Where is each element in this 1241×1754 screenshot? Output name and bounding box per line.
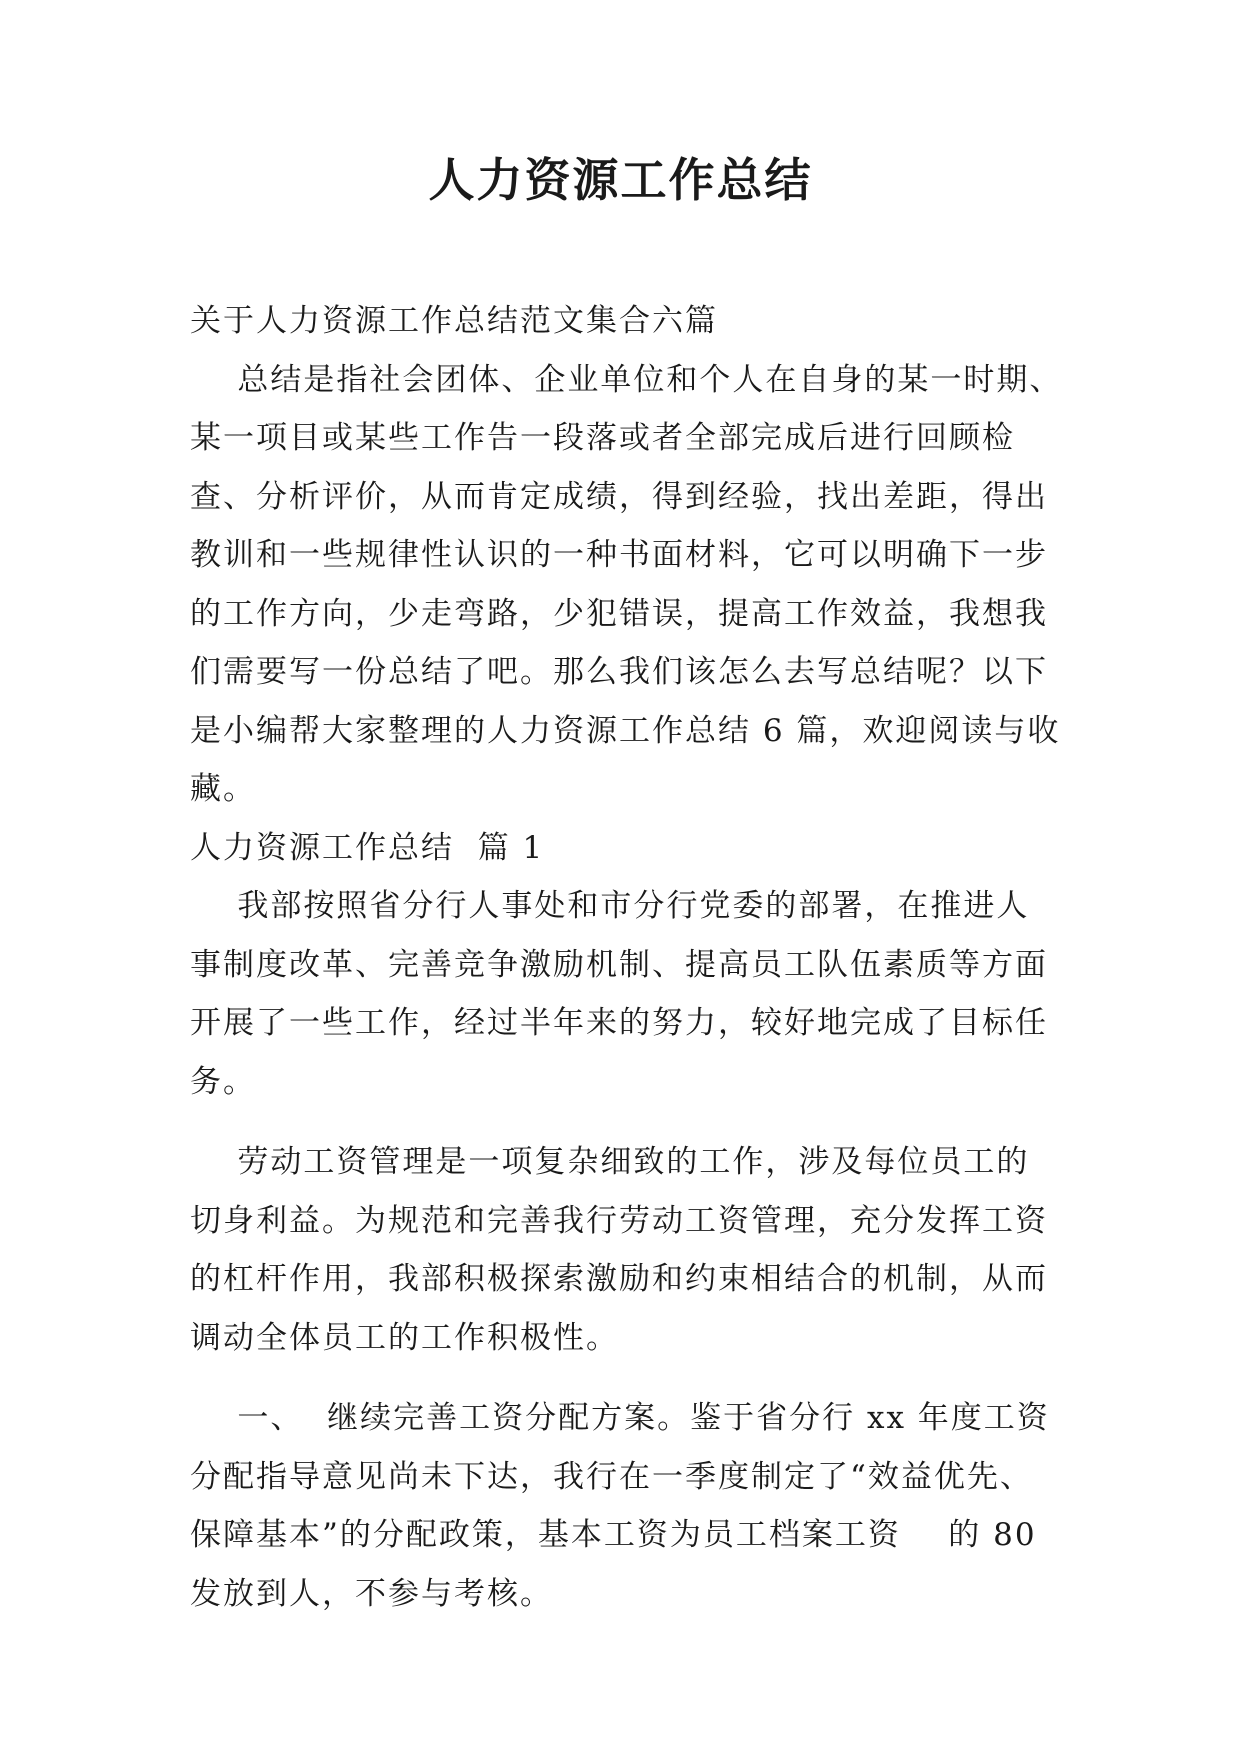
section-heading: 人力资源工作总结 篇 1	[190, 829, 545, 866]
paragraph-line: 一、 继续完善工资分配方案。鉴于省分行 xx 年度工资	[190, 1400, 1050, 1436]
document-title: 人力资源工作总结	[428, 153, 813, 207]
paragraph-line: 保障基本”的分配政策，基本工资为员工档案工资 的 80	[190, 1517, 1037, 1553]
paragraph-line: 的工作方向，少走弯路，少犯错误，提高工作效益，我想我	[190, 595, 1048, 632]
paragraph-line: 劳动工资管理是一项复杂细致的工作，涉及每位员工的	[190, 1144, 1030, 1180]
paragraph-line: 藏。	[190, 771, 256, 807]
paragraph-spacer	[190, 1111, 1060, 1133]
paragraph-line: 查、分析评价，从而肯定成绩，得到经验，找出差距，得出	[190, 478, 1048, 515]
paragraph-line: 是小编帮大家整理的人力资源工作总结 6 篇，欢迎阅读与收	[190, 712, 1061, 749]
paragraph-line: 开展了一些工作，经过半年来的努力，较好地完成了目标任	[190, 1005, 1048, 1041]
paragraph-line: 分配指导意见尚未下达，我行在一季度制定了“效益优先、	[190, 1458, 1033, 1495]
paragraph-line: 发放到人，不参与考核。	[190, 1575, 553, 1612]
subtitle-line: 关于人力资源工作总结范文集合六篇	[190, 303, 718, 339]
document-body	[190, 292, 1063, 1623]
paragraph-line: 总结是指社会团体、企业单位和个人在自身的某一时期、	[190, 361, 1063, 398]
paragraph-spacer	[190, 1367, 1060, 1389]
paragraph-line: 某一项目或某些工作告一段落或者全部完成后进行回顾检	[190, 420, 1015, 456]
paragraph-line: 事制度改革、完善竞争激励机制、提高员工队伍素质等方面	[190, 946, 1048, 983]
paragraph-line: 务。	[190, 1063, 256, 1100]
paragraph-line: 们需要写一份总结了吧。那么我们该怎么去写总结呢？以下	[190, 654, 1048, 690]
paragraph-line: 教训和一些规律性认识的一种书面材料，它可以明确下一步	[190, 537, 1048, 573]
paragraph-line: 我部按照省分行人事处和市分行党委的部署，在推进人	[190, 888, 1030, 924]
paragraph-line: 调动全体员工的工作积极性。	[190, 1319, 619, 1356]
paragraph-line: 切身利益。为规范和完善我行劳动工资管理，充分发挥工资	[190, 1202, 1048, 1239]
paragraph-line: 的杠杆作用，我部积极探索激励和约束相结合的机制，从而	[190, 1261, 1048, 1297]
